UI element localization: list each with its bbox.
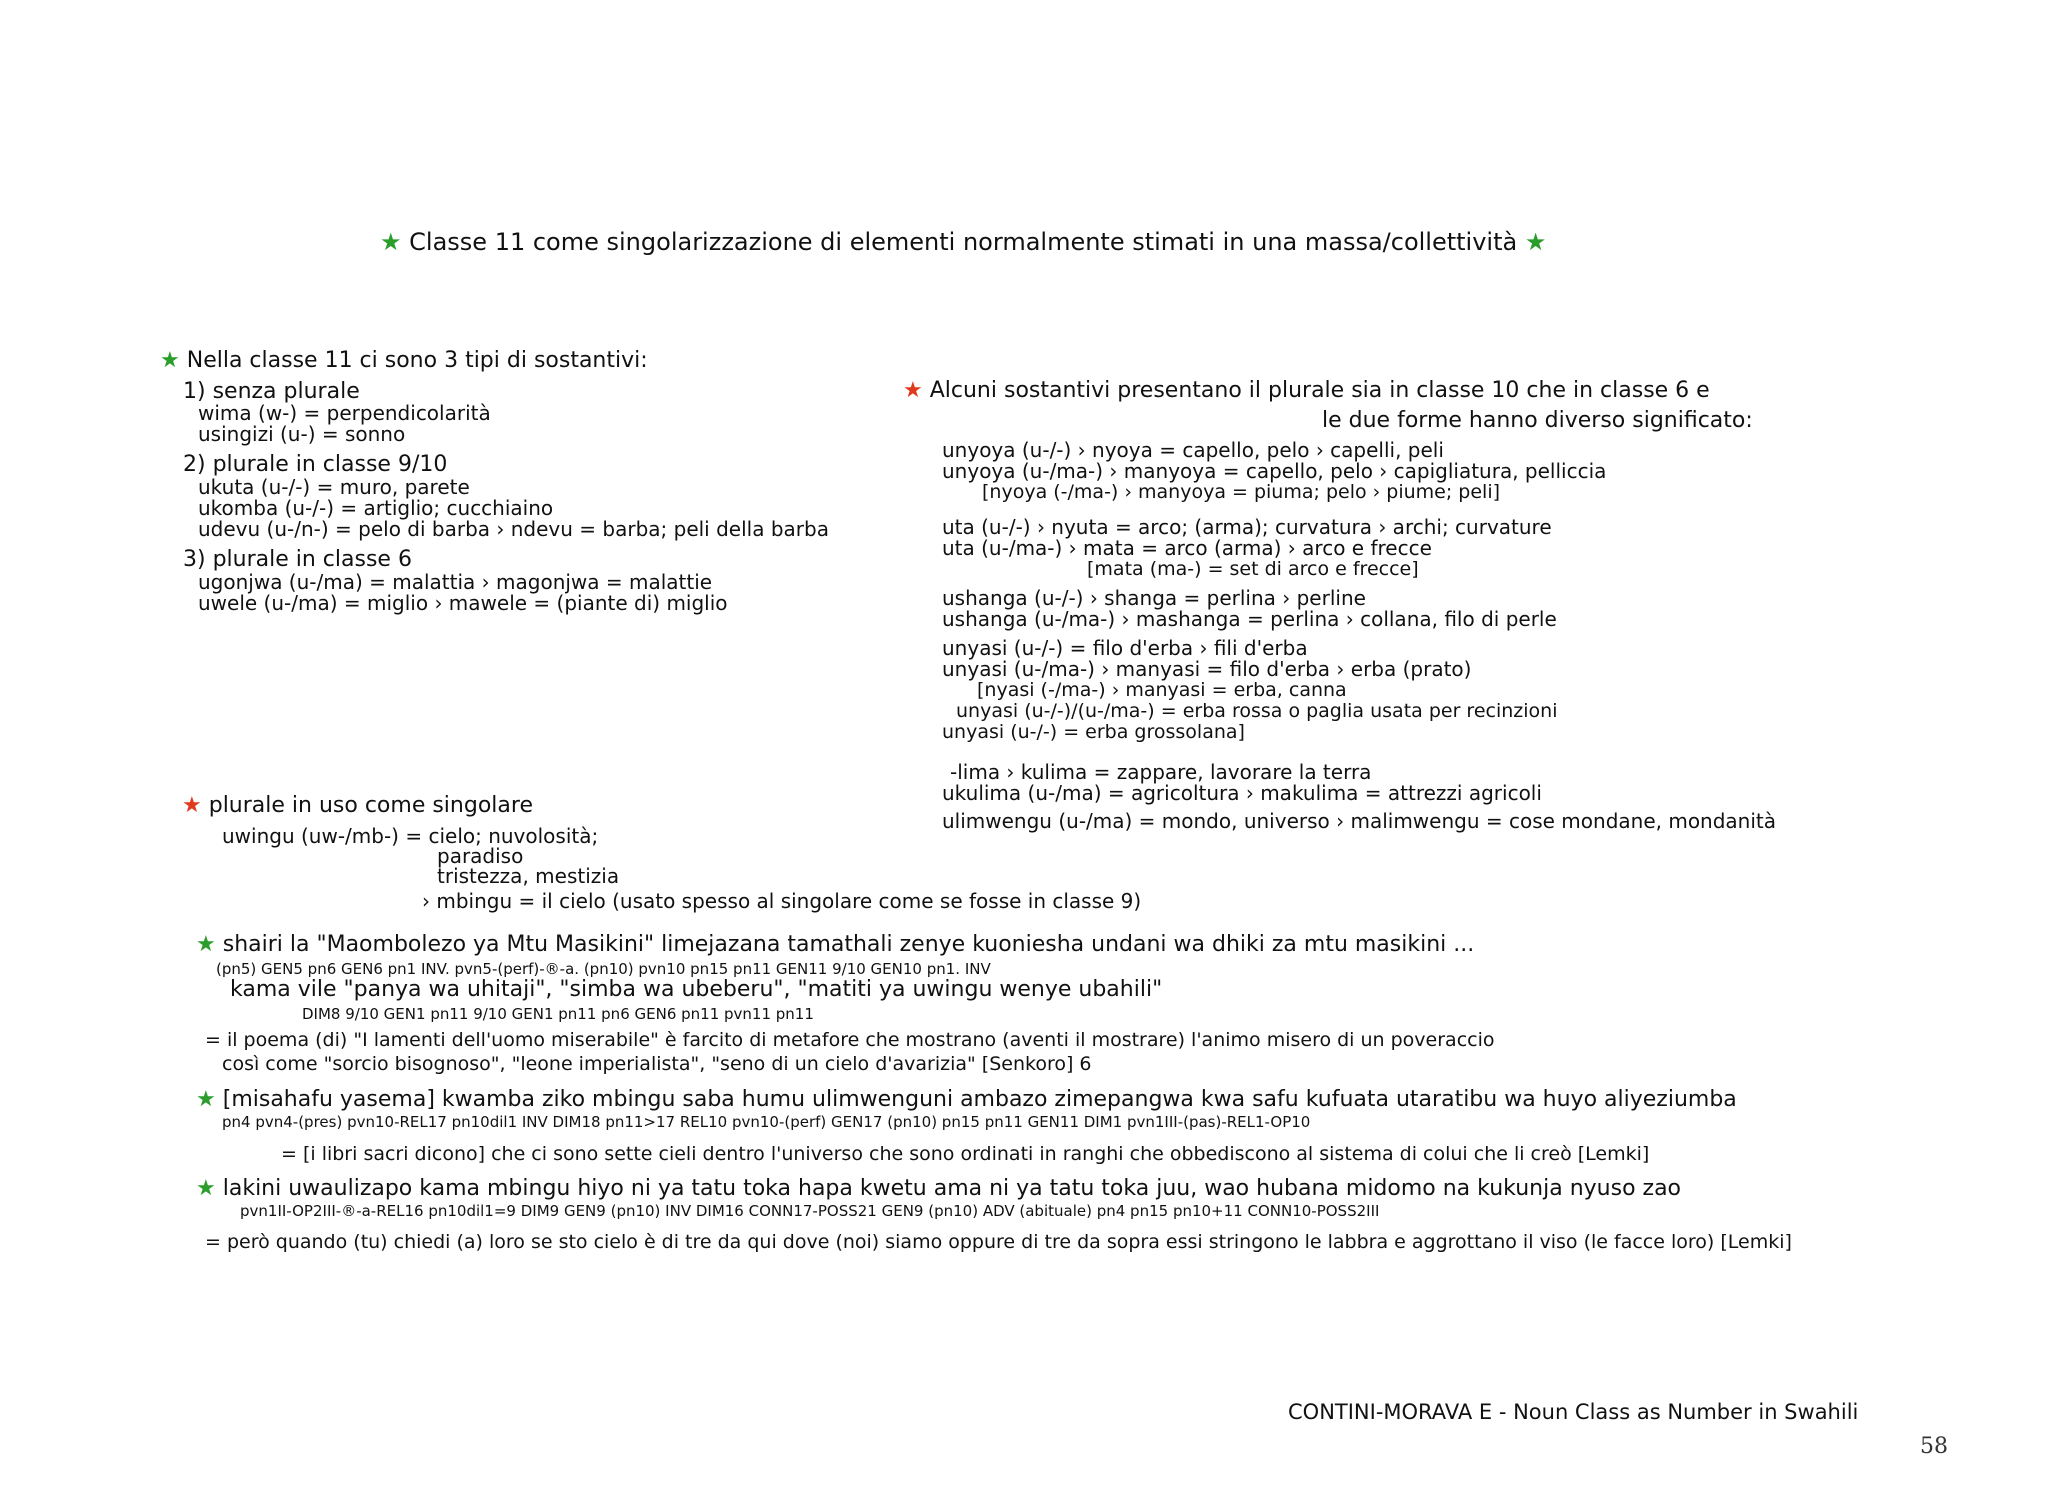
example-2-gloss: pn4 pvn4-(pres) pvn10-REL17 pn10dil1 INV DIM18 pn11>17 REL10 pvn10-(perf) GEN17 (pn10) pn15 pn11 GEN11 DIM1 pvn1III-(pas)-REL1-OP10 xyxy=(222,1113,1311,1131)
group-3-title: 3) plurale in classe 6 xyxy=(183,547,412,572)
group-1-title: 1) senza plurale xyxy=(183,379,360,404)
example-1-translation-2: così come "sorcio bisognoso", "leone imperialista", "seno di un cielo d'avarizia" [Senkoro] 6 xyxy=(222,1053,1092,1075)
example-1-gloss-2: DIM8 9/10 GEN1 pn11 9/10 GEN1 pn11 pn6 GEN6 pn11 pvn11 pn11 xyxy=(302,1005,814,1023)
pair-note: [mata (ma-) = set di arco e frecce] xyxy=(1087,558,1419,580)
footer-citation: CONTINI-MORAVA E - Noun Class as Number in Swahili xyxy=(1288,1400,1859,1424)
page-title: Classe 11 come singolarizzazione di elementi normalmente stimati in una massa/collettività xyxy=(409,228,1518,256)
left-heading: Nella classe 11 ci sono 3 tipi di sostantivi: xyxy=(186,348,648,373)
example-3-gloss: pvn1II-OP2III-®-a-REL16 pn10dil1=9 DIM9 GEN9 (pn10) INV DIM16 CONN17-POSS21 GEN9 (pn10) ADV (abituale) pn4 pn15 pn10+11 CONN10-POSS2III xyxy=(240,1202,1380,1220)
group-2-item: ukomba (u-/-) = artiglio; cucchiaino xyxy=(198,496,554,520)
page-number: 58 xyxy=(1920,1434,1948,1459)
pair-line: uta (u-/-) › nyuta = arco; (arma); curvatura › archi; curvature xyxy=(942,515,1552,539)
star-icon: ★ xyxy=(160,348,180,373)
example-3-sentence: lakini uwaulizapo kama mbingu hiyo ni ya tatu toka hapa kwetu ama ni ya tatu toka juu, wao hubana midomo na kukunja nyuso zao xyxy=(222,1176,1682,1201)
group-3-item: ugonjwa (u-/ma) = malattia › magonjwa = malattie xyxy=(198,570,713,594)
star-icon: ★ xyxy=(380,228,402,256)
example-1-sentence: shairi la "Maombolezo ya Mtu Masikini" limejazana tamathali zenye kuoniesha undani wa dhiki za mtu masikini ... xyxy=(222,932,1475,957)
pair-line: unyoya (u-/-) › nyoya = capello, pelo › capelli, peli xyxy=(942,438,1444,462)
plural-line: paradiso xyxy=(437,844,524,868)
pair-line: unyasi (u-/-) = filo d'erba › fili d'erba xyxy=(942,636,1308,660)
plural-heading-row xyxy=(182,795,533,817)
pair-line: uta (u-/ma-) › mata = arco (arma) › arco e frecce xyxy=(942,536,1432,560)
right-heading-1: Alcuni sostantivi presentano il plurale sia in classe 10 che in classe 6 e xyxy=(929,378,1710,403)
example-1-row xyxy=(196,934,1474,956)
example-1-sentence-2: kama vile "panya wa uhitaji", "simba wa ubeberu", "matiti ya uwingu wenye ubahili" xyxy=(230,977,1163,1002)
group-1-item: wima (w-) = perpendicolarità xyxy=(198,401,491,425)
example-2-row xyxy=(196,1089,1737,1111)
star-icon: ★ xyxy=(196,1087,216,1112)
pair-line: ulimwengu (u-/ma) = mondo, universo › malimwengu = cose mondane, mondanità xyxy=(942,809,1777,833)
pair-line: unyoya (u-/ma-) › manyoya = capello, pelo › capigliatura, pelliccia xyxy=(942,459,1607,483)
pair-line: ukulima (u-/ma) = agricoltura › makulima = attrezzi agricoli xyxy=(942,781,1542,805)
group-2-title: 2) plurale in classe 9/10 xyxy=(183,452,448,477)
star-icon: ★ xyxy=(903,378,923,403)
pair-line: ushanga (u-/ma-) › mashanga = perlina › collana, filo di perle xyxy=(942,607,1557,631)
example-3-translation: = però quando (tu) chiedi (a) loro se sto cielo è di tre da qui dove (noi) siamo oppure di tre da sopra essi stringono le labbra e aggrottano il viso (le facce loro) [Lemki] xyxy=(205,1231,1792,1253)
plural-line: uwingu (uw-/mb-) = cielo; nuvolosità; xyxy=(222,824,599,848)
pair-note: unyasi (u-/-)/(u-/ma-) = erba rossa o paglia usata per recinzioni xyxy=(956,700,1558,722)
example-1-gloss: (pn5) GEN5 pn6 GEN6 pn1 INV. pvn5-(perf)-®-a. (pn10) pvn10 pn15 pn11 GEN11 9/10 GEN10 pn1. INV xyxy=(216,960,991,978)
plural-heading: plurale in uso come singolare xyxy=(208,793,533,818)
pair-note: unyasi (u-/-) = erba grossolana] xyxy=(942,721,1245,743)
star-icon: ★ xyxy=(196,932,216,957)
pair-line: unyasi (u-/ma-) › manyasi = filo d'erba › erba (prato) xyxy=(942,657,1472,681)
left-heading-row xyxy=(160,350,648,372)
pair-line: ushanga (u-/-) › shanga = perlina › perline xyxy=(942,586,1366,610)
page-title-row xyxy=(380,228,1546,256)
star-icon: ★ xyxy=(196,1176,216,1201)
plural-line: › mbingu = il cielo (usato spesso al singolare come se fosse in classe 9) xyxy=(422,889,1142,913)
right-heading-row xyxy=(903,380,1710,402)
pair-note: [nyasi (-/ma-) › manyasi = erba, canna xyxy=(977,679,1347,701)
example-2-sentence: [misahafu yasema] kwamba ziko mbingu saba humu ulimwenguni ambazo zimepangwa kwa safu kufuata utaratibu wa huyo aliyeziumba xyxy=(222,1087,1737,1112)
plural-line: tristezza, mestizia xyxy=(437,864,620,888)
example-3-row xyxy=(196,1178,1681,1200)
group-2-item: udevu (u-/n-) = pelo di barba › ndevu = barba; peli della barba xyxy=(198,517,829,541)
right-heading-2: le due forme hanno diverso significato: xyxy=(1322,408,1753,433)
example-1-translation: = il poema (di) "I lamenti dell'uomo miserabile" è farcito di metafore che mostrano (aventi il mostrare) l'animo misero di un poveraccio xyxy=(205,1029,1495,1051)
star-icon: ★ xyxy=(1524,228,1547,256)
group-2-item: ukuta (u-/-) = muro, parete xyxy=(198,475,470,499)
star-icon: ★ xyxy=(182,793,202,818)
group-1-item: usingizi (u-) = sonno xyxy=(198,422,406,446)
example-2-translation: = [i libri sacri dicono] che ci sono sette cieli dentro l'universo che sono ordinati in ranghi che obbediscono al sistema di colui che li creò [Lemki] xyxy=(281,1143,1650,1165)
group-3-item: uwele (u-/ma) = miglio › mawele = (piante di) miglio xyxy=(198,591,728,615)
pair-line: -lima › kulima = zappare, lavorare la terra xyxy=(950,760,1372,784)
pair-note: [nyoya (-/ma-) › manyoya = piuma; pelo › piume; peli] xyxy=(982,481,1501,503)
